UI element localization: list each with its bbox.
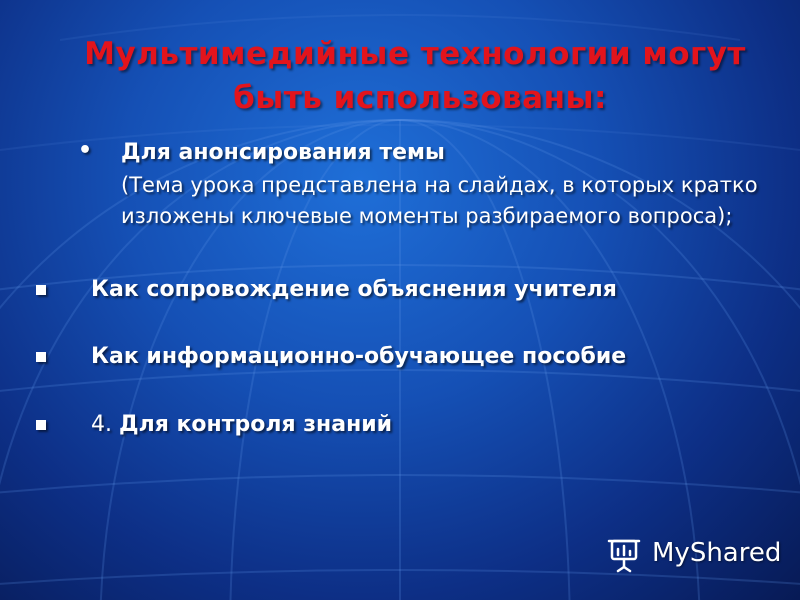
list-item (36, 410, 776, 446)
list-item-label: Как информационно-обучающее пособие (91, 344, 627, 369)
presentation-board-icon (606, 535, 646, 575)
item-heading: Для анонсирования темы (121, 140, 445, 165)
logo-text: MyShared (652, 538, 782, 568)
item-description: (Тема урока представлена на слайдах, в которых кратко изложены ключевые моменты разбираемого вопроса); (121, 173, 758, 228)
list-item-label: Как сопровождение объяснения учителя (91, 277, 617, 302)
slide-title (0, 32, 800, 120)
title-line-1: Мультимедийные технологии могут (84, 36, 746, 72)
square-bullet-icon (36, 285, 46, 295)
list-item (36, 342, 776, 378)
list-item (36, 275, 776, 311)
title-line-2: быть использованы: (233, 80, 607, 116)
square-bullet-icon (36, 420, 46, 430)
square-bullet-icon (36, 352, 46, 362)
myshared-logo (606, 533, 786, 573)
bullet-dot-icon: • (78, 138, 93, 163)
list-item-label: 4. Для контроля знаний (91, 412, 393, 437)
